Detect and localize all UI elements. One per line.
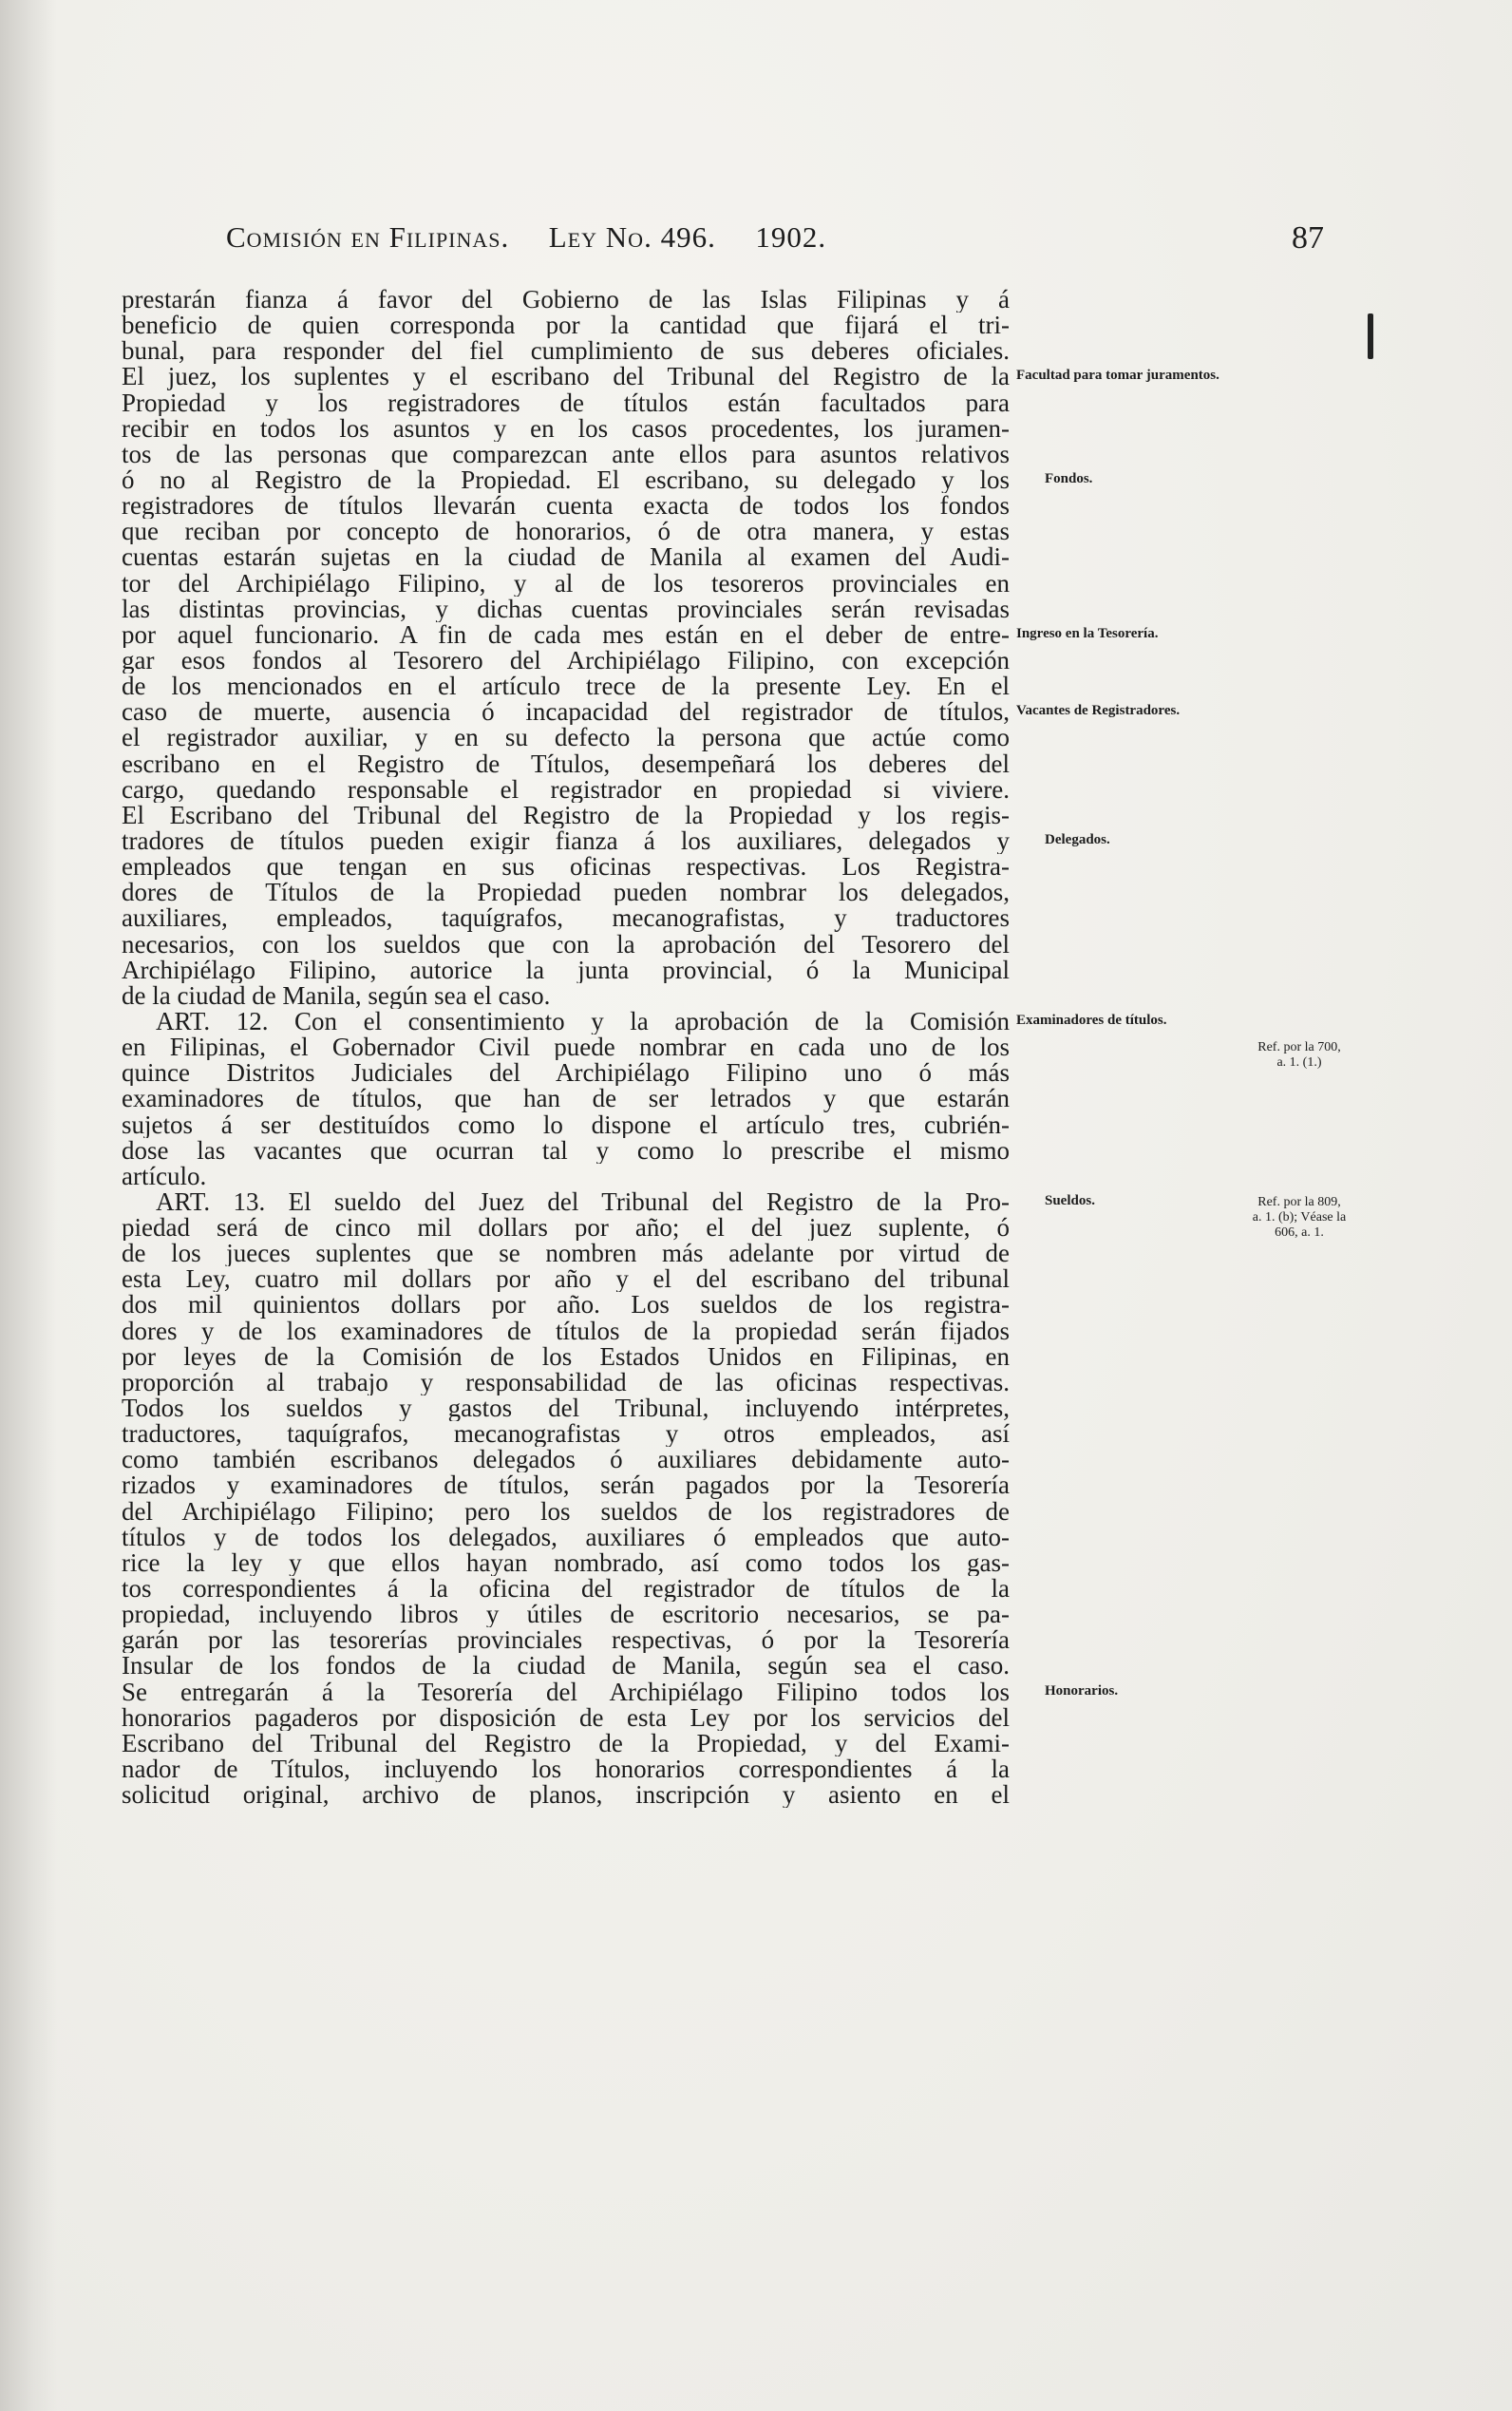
- body-line: Archipiélago Filipino, autorice la junta provincial, ó la Municipal: [122, 957, 1010, 983]
- margin-note: Honorarios.: [1045, 1683, 1119, 1699]
- body-line: registradores de títulos llevarán cuenta exacta de todos los fondos: [122, 493, 1010, 520]
- body-line: artículo.: [122, 1163, 207, 1189]
- page-spine-shadow: [0, 0, 57, 2411]
- body-line: de los jueces suplentes que se nombren más adelante por virtud de: [122, 1241, 1010, 1267]
- page-number: 87: [1292, 220, 1324, 256]
- body-line: garán por las tesorerías provinciales respectivas, ó por la Tesorería: [122, 1627, 1010, 1654]
- body-line: Propiedad y los registradores de títulos están facultados para: [122, 389, 1010, 416]
- body-line: dores de Títulos de la Propiedad pueden nombrar los delegados,: [122, 880, 1010, 906]
- body-line: necesarios, con los sueldos que con la aprobación del Tesorero del: [122, 931, 1010, 958]
- body-line: dores y de los examinadores de títulos de la propiedad serán fijados: [122, 1318, 1010, 1344]
- body-line: tradores de títulos pueden exigir fianza á los auxiliares, delegados y: [122, 827, 1010, 855]
- margin-note: Delegados.: [1045, 832, 1110, 848]
- body-line: nador de Títulos, incluyendo los honorarios correspondientes á la: [122, 1756, 1010, 1783]
- body-line: rice la ley y que ellos hayan nombrado, así como todos los gas-: [122, 1549, 1010, 1577]
- body-line: ó no al Registro de la Propiedad. El escribano, su delegado y los: [122, 466, 1010, 494]
- body-line: el registrador auxiliar, y en su defecto la persona que actúe como: [122, 725, 1010, 751]
- margin-note: Ingreso en la Tesorería.: [1016, 625, 1159, 641]
- body-line: recibir en todos los asuntos y en los casos procedentes, los juramen-: [122, 415, 1010, 442]
- margin-note: Facultad para tomar juramentos.: [1016, 368, 1219, 384]
- body-line: del Archipiélago Filipino; pero los sueldos de los registradores de: [122, 1498, 1010, 1525]
- margin-note: Vacantes de Registradores.: [1016, 703, 1181, 719]
- body-line: caso de muerte, ausencia ó incapacidad del registrador de títulos,: [122, 699, 1010, 726]
- body-line: cargo, quedando responsable el registrador en propiedad si viviere.: [122, 776, 1010, 803]
- body-line: quince Distritos Judiciales del Archipiélago Filipino uno ó más: [122, 1060, 1010, 1087]
- body-line: escribano en el Registro de Títulos, desempeñará los deberes del: [122, 750, 1010, 777]
- body-line: propiedad, incluyendo libros y útiles de escritorio necesarios, se pa-: [122, 1602, 1010, 1628]
- margin-note: Sueldos.: [1045, 1193, 1095, 1209]
- body-line: El juez, los suplentes y el escribano del Tribunal del Registro de la: [122, 364, 1010, 390]
- body-line: Insular de los fondos de la ciudad de Manila, según sea el caso.: [122, 1653, 1010, 1680]
- body-line: por aquel funcionario. A fin de cada mes están en el deber de entre-: [122, 621, 1010, 648]
- body-line: tor del Archipiélago Filipino, y al de los tesoreros provinciales en: [122, 570, 1010, 597]
- body-line: Todos los sueldos y gastos del Tribunal, incluyendo intérpretes,: [122, 1395, 1010, 1422]
- body-line: empleados que tengan en sus oficinas respectivas. Los Registra-: [122, 854, 1010, 881]
- body-line: que reciban por concepto de honorarios, ó de otra manera, y estas: [122, 519, 1010, 545]
- body-line: El Escribano del Tribunal del Registro de la Propiedad y los regis-: [122, 802, 1010, 828]
- body-line: prestarán fianza á favor del Gobierno de las Islas Filipinas y á: [122, 287, 1010, 313]
- body-line: proporción al trabajo y responsabilidad de las oficinas respectivas.: [122, 1369, 1010, 1396]
- body-line: auxiliares, empleados, taquígrafos, mecanografistas, y traductores: [122, 905, 1010, 932]
- margin-reference: Ref. por la 700, a. 1. (1.): [1257, 1040, 1341, 1071]
- margin-note: Fondos.: [1045, 471, 1093, 487]
- margin-reference: Ref. por la 809, a. 1. (b); Véase la 606, a. 1.: [1252, 1195, 1347, 1241]
- body-text: [122, 287, 1010, 1808]
- body-line: piedad será de cinco mil dollars por año; el del juez suplente, ó: [122, 1215, 1010, 1242]
- header-commission: Comisión en Filipinas.: [226, 220, 510, 254]
- body-line: las distintas provincias, y dichas cuentas provinciales serán revisadas: [122, 596, 1010, 622]
- body-line: examinadores de títulos, que han de ser letrados y que estarán: [122, 1086, 1010, 1112]
- body-line: dose las vacantes que ocurran tal y como lo prescribe el mismo: [122, 1137, 1010, 1164]
- body-line: ART. 12. Con el consentimiento y la aprobación de la Comisión: [156, 1008, 1010, 1035]
- margin-mark: [1368, 313, 1373, 359]
- body-line: sujetos á ser destituídos como lo dispone el artículo tres, cubrién-: [122, 1111, 1010, 1138]
- body-line: cuentas estarán sujetas en la ciudad de Manila al examen del Audi-: [122, 544, 1010, 571]
- running-header: [226, 220, 1176, 258]
- body-line: por leyes de la Comisión de los Estados Unidos en Filipinas, en: [122, 1343, 1010, 1370]
- body-line: honorarios pagaderos por disposición de esta Ley por los servicios del: [122, 1704, 1010, 1731]
- body-line: beneficio de quien corresponda por la cantidad que fijará el tri-: [122, 313, 1010, 339]
- body-line: Se entregarán á la Tesorería del Archipiélago Filipino todos los: [122, 1679, 1010, 1705]
- body-line: traductores, taquígrafos, mecanografistas y otros empleados, así: [122, 1421, 1010, 1448]
- header-law-number: Ley No. 496.: [548, 220, 716, 254]
- body-line: solicitud original, archivo de planos, inscripción y asiento en el: [122, 1782, 1010, 1809]
- margin-note: Examinadores de títulos.: [1016, 1013, 1167, 1029]
- body-line: gar esos fondos al Tesorero del Archipiélago Filipino, con excepción: [122, 647, 1010, 674]
- body-line: tos de las personas que comparezcan ante ellos para asuntos relativos: [122, 441, 1010, 467]
- header-year: 1902.: [755, 220, 827, 254]
- body-line: ART. 13. El sueldo del Juez del Tribunal del Registro de la Pro-: [156, 1188, 1010, 1216]
- body-line: rizados y examinadores de títulos, serán pagados por la Tesorería: [122, 1472, 1010, 1499]
- body-line: dos mil quinientos dollars por año. Los sueldos de los registra-: [122, 1292, 1010, 1319]
- body-line: esta Ley, cuatro mil dollars por año y el del escribano del tribunal: [122, 1266, 1010, 1293]
- body-line: de la ciudad de Manila, según sea el caso.: [122, 982, 551, 1009]
- body-line: en Filipinas, el Gobernador Civil puede nombrar en cada uno de los: [122, 1035, 1010, 1061]
- body-line: bunal, para responder del fiel cumplimiento de sus deberes oficiales.: [122, 338, 1010, 365]
- body-line: tos correspondientes á la oficina del registrador de títulos de la: [122, 1576, 1010, 1603]
- body-line: de los mencionados en el artículo trece de la presente Ley. En el: [122, 674, 1010, 700]
- body-line: Escribano del Tribunal del Registro de la Propiedad, y del Exami-: [122, 1730, 1010, 1757]
- body-line: como también escribanos delegados ó auxiliares debidamente auto-: [122, 1447, 1010, 1473]
- body-line: títulos y de todos los delegados, auxiliares ó empleados que auto-: [122, 1524, 1010, 1550]
